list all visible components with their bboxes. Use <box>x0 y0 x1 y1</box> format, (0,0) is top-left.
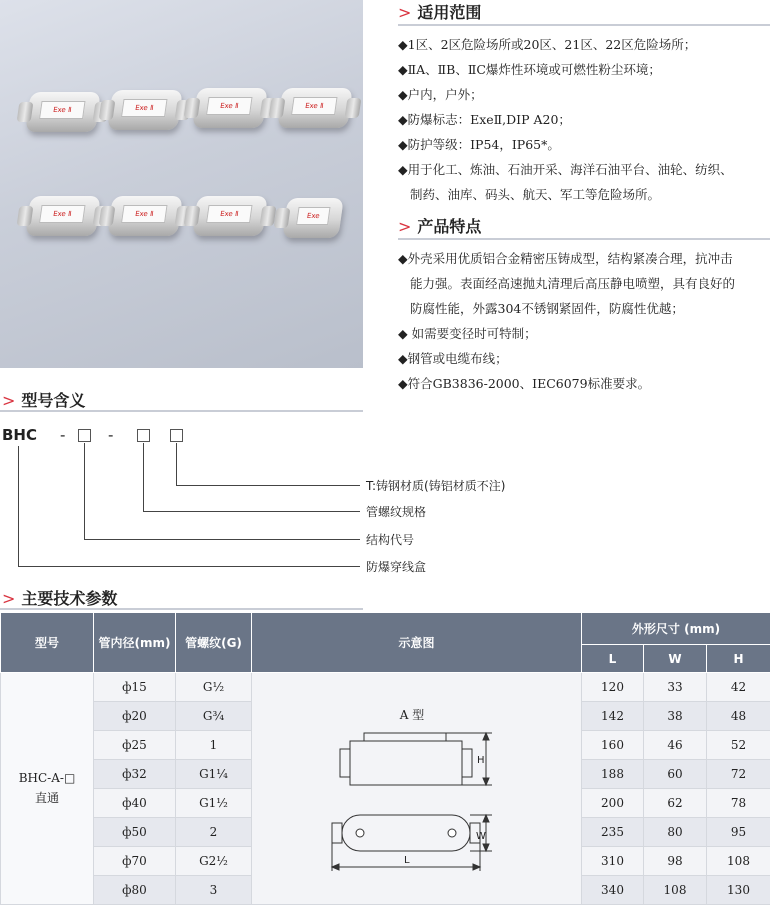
list-item: ◆用于化工、炼油、石油开采、海洋石油平台、油轮、纺织、 <box>398 162 733 177</box>
list-item: ◆ 如需要变径时可特制； <box>398 326 537 341</box>
cell-W: 62 <box>644 789 707 818</box>
header-W: W <box>644 645 707 673</box>
features-heading-text: 产品特点 <box>417 217 482 236</box>
cell-thread: G1¼ <box>176 760 252 789</box>
cell-H: 72 <box>707 760 770 789</box>
cell-thread: 1 <box>176 731 252 760</box>
junction-box-image: Exe Ⅱ <box>107 196 183 236</box>
model-name-cell <box>1 673 94 905</box>
connector-line <box>18 566 360 567</box>
cell-H: 42 <box>707 673 770 702</box>
scope-list <box>398 32 733 207</box>
spec-table <box>0 612 770 905</box>
cell-H: 95 <box>707 818 770 847</box>
params-heading-text: 主要技术参数 <box>21 589 118 608</box>
cell-thread: G2½ <box>176 847 252 876</box>
junction-box-image: Exe Ⅱ <box>192 196 268 236</box>
model-placeholder-box <box>78 429 91 442</box>
cell-L: 188 <box>582 760 644 789</box>
cell-H: 130 <box>707 876 770 905</box>
junction-box-image: Exe Ⅱ <box>107 90 183 130</box>
model-label-material: T:铸钢材质(铸铝材质不注) <box>366 479 506 493</box>
list-item: 防腐性能，外露304不锈钢紧固件，防腐性优越； <box>410 301 684 316</box>
list-item: ◆ⅡA、ⅡB、ⅡC爆炸性环境或可燃性粉尘环境； <box>398 62 661 77</box>
connector-line <box>18 446 19 566</box>
side-view <box>340 733 472 785</box>
divider <box>0 410 363 412</box>
model-placeholder-box <box>170 429 183 442</box>
model-label-thread: 管螺纹规格 <box>366 505 427 519</box>
model-label-box: 防爆穿线盒 <box>366 560 427 574</box>
top-view <box>332 815 480 851</box>
table-row <box>1 673 770 702</box>
model-name: BHC-A-□ <box>18 771 76 785</box>
connector-line <box>84 539 360 540</box>
cell-L: 120 <box>582 673 644 702</box>
divider <box>398 24 770 26</box>
divider <box>0 608 363 610</box>
cell-L: 235 <box>582 818 644 847</box>
model-prefix: BHC <box>2 426 37 444</box>
arrow-icon: > <box>2 391 16 410</box>
cell-diameter: ф25 <box>94 731 176 760</box>
list-item: ◆外壳采用优质铝合金精密压铸成型，结构紧凑合理，抗冲击 <box>398 251 733 266</box>
list-item: ◆钢管或电缆布线； <box>398 351 508 366</box>
model-meaning-heading-text: 型号含义 <box>21 391 86 410</box>
cell-diameter: ф40 <box>94 789 176 818</box>
cell-diameter: ф32 <box>94 760 176 789</box>
connector-line <box>176 485 360 486</box>
model-label-structure: 结构代号 <box>366 533 415 547</box>
cell-L: 340 <box>582 876 644 905</box>
diagram-cell <box>252 673 582 905</box>
scope-heading-text: 适用范围 <box>417 3 482 22</box>
features-list <box>398 246 735 396</box>
header-thread: 管螺纹(G) <box>176 613 252 673</box>
model-type: 直通 <box>34 791 59 805</box>
cell-diameter: ф70 <box>94 847 176 876</box>
params-heading <box>2 586 117 609</box>
cell-W: 108 <box>644 876 707 905</box>
connector-line <box>143 443 144 511</box>
cell-H: 48 <box>707 702 770 731</box>
cell-thread: G½ <box>176 673 252 702</box>
cell-W: 46 <box>644 731 707 760</box>
model-dash: - <box>108 426 114 444</box>
junction-box-image: Exe <box>282 198 344 238</box>
header-L: L <box>582 645 644 673</box>
dimension-label-w: W <box>476 830 486 842</box>
cell-H: 108 <box>707 847 770 876</box>
list-item: 制药、油库、码头、航天、军工等危险场所。 <box>410 187 661 202</box>
cell-thread: G¾ <box>176 702 252 731</box>
cell-W: 33 <box>644 673 707 702</box>
junction-box-image: Exe Ⅱ <box>25 92 101 132</box>
model-placeholder-box <box>137 429 150 442</box>
cell-thread: 2 <box>176 818 252 847</box>
junction-box-image: Exe Ⅱ <box>25 196 101 236</box>
dimension-label-l: L <box>404 854 410 866</box>
header-diagram: 示意图 <box>252 613 582 673</box>
cell-H: 78 <box>707 789 770 818</box>
cell-L: 310 <box>582 847 644 876</box>
diagram-title: A 型 <box>399 707 425 722</box>
junction-box-image: Exe Ⅱ <box>277 88 353 128</box>
cell-W: 60 <box>644 760 707 789</box>
cell-W: 38 <box>644 702 707 731</box>
cell-diameter: ф80 <box>94 876 176 905</box>
list-item: ◆1区、2区危险场所或20区、21区、22区危险场所； <box>398 37 697 52</box>
divider <box>398 238 770 240</box>
model-meaning-heading <box>2 388 85 411</box>
list-item: ◆防护等级：IP54，IP65*。 <box>398 137 560 152</box>
scope-heading <box>398 0 481 23</box>
connector-line <box>84 443 85 539</box>
list-item: ◆户内，户外； <box>398 87 483 102</box>
cell-W: 98 <box>644 847 707 876</box>
cell-diameter: ф50 <box>94 818 176 847</box>
cell-diameter: ф20 <box>94 702 176 731</box>
cell-thread: G1½ <box>176 789 252 818</box>
product-photo <box>0 0 363 368</box>
cell-L: 160 <box>582 731 644 760</box>
model-dash: - <box>60 426 66 444</box>
header-model: 型号 <box>1 613 94 673</box>
list-item: 能力强。表面经高速抛丸清理后高压静电喷塑，具有良好的 <box>410 276 736 291</box>
header-dimensions: 外形尺寸 (mm) <box>582 613 770 645</box>
dimension-label-h: H <box>477 754 485 766</box>
connector-line <box>176 443 177 485</box>
list-item: ◆符合GB3836-2000、IEC6079标准要求。 <box>398 376 651 391</box>
arrow-icon: > <box>398 217 412 236</box>
junction-box-image: Exe Ⅱ <box>192 88 268 128</box>
header-H: H <box>707 645 770 673</box>
cell-W: 80 <box>644 818 707 847</box>
cell-H: 52 <box>707 731 770 760</box>
arrow-icon: > <box>398 3 412 22</box>
cell-L: 200 <box>582 789 644 818</box>
header-inner-diameter: 管内径(mm) <box>94 613 176 673</box>
cell-thread: 3 <box>176 876 252 905</box>
list-item: ◆防爆标志：ExeⅡ,DIP A20； <box>398 112 571 127</box>
features-heading <box>398 214 481 237</box>
connector-line <box>143 511 360 512</box>
a-type-diagram <box>252 675 582 903</box>
cell-diameter: ф15 <box>94 673 176 702</box>
arrow-icon: > <box>2 589 16 608</box>
cell-L: 142 <box>582 702 644 731</box>
